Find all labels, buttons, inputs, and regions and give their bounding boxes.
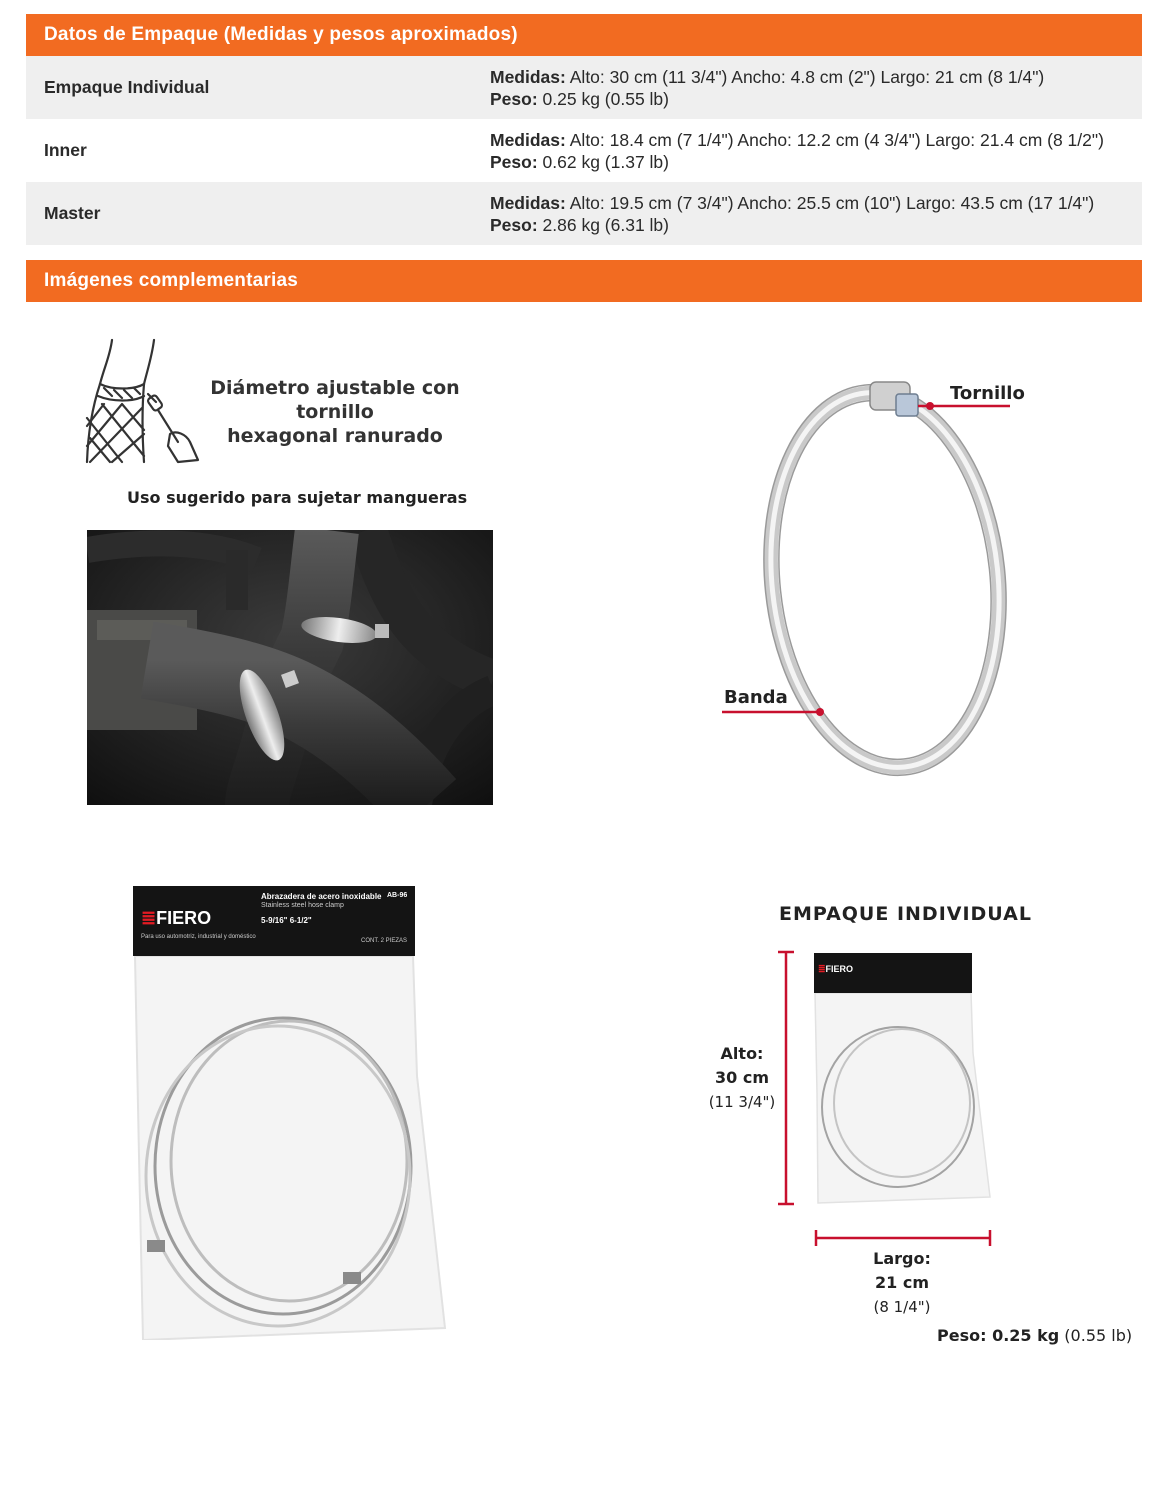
measures-value: Alto: 19.5 cm (7 3/4") Ancho: 25.5 cm (10") Largo: 43.5 cm (17 1/4") [565,192,1095,213]
package-use: Para uso automotriz, industrial y doméstico [141,934,256,940]
package-details [490,129,1142,173]
package-bag [133,956,448,1340]
table-row [26,182,1142,245]
usage-caption: Uso sugerido para sujetar mangueras [127,488,468,507]
weight-label: Peso: [490,214,538,235]
weight-lb: (0.55 lb) [1059,1326,1133,1345]
packaging-section-header: Datos de Empaque (Medidas y pesos aproximados) [26,14,1142,56]
weight-value: 0.25 kg [986,1326,1060,1345]
package-header-card [133,886,415,956]
engine-hose-illustration [87,530,493,805]
height-label: Alto: [720,1044,764,1063]
brand-logo: ≣FIERO [141,908,212,928]
measures-label: Medidas: [490,129,566,150]
measures-value: Alto: 18.4 cm (7 1/4") Ancho: 12.2 cm (4 3/4") Largo: 21.4 cm (8 1/2") [565,129,1104,150]
package-type-label: Empaque Individual [44,77,210,97]
package-details [490,66,1142,110]
weight-value: 2.86 kg (6.31 lb) [537,214,669,235]
brand-name: FIERO [156,908,212,928]
package-type-label: Master [44,203,101,223]
small-brand-logo: ≣FIERO [818,964,854,974]
weight-label: Peso: [937,1326,987,1345]
package-type-label: Inner [44,140,87,160]
package-subtitle: Stainless steel hose clamp [261,902,344,909]
length-value: 21 cm [875,1273,929,1292]
length-dimension [852,1247,952,1319]
measures-value: Alto: 30 cm (11 3/4") Ancho: 4.8 cm (2") Largo: 21 cm (8 1/4") [565,66,1045,87]
images-section-header: Imágenes complementarias [26,260,1142,302]
weight-value: 0.62 kg (1.37 lb) [537,151,669,172]
dimension-lines [770,950,1000,1250]
small-brand-name: FIERO [825,964,854,974]
package-sizes: 5-9/16" 6-1/2" [261,916,312,925]
height-dimension [700,1042,784,1114]
packaging-table [26,56,1142,245]
individual-package-heading: EMPAQUE INDIVIDUAL [779,903,1032,925]
hose-clamp-illustration [720,370,1040,780]
weight-value: 0.25 kg (0.55 lb) [537,88,669,109]
height-value: 30 cm [715,1068,769,1087]
feature-line-2: hexagonal ranurado [227,425,443,447]
table-row [26,56,1142,119]
individual-weight [937,1326,1132,1345]
measures-label: Medidas: [490,66,566,87]
measures-label: Medidas: [490,192,566,213]
feature-title [170,376,500,448]
weight-label: Peso: [490,88,538,109]
feature-line-1: Diámetro ajustable con tornillo [210,377,460,423]
table-row [26,119,1142,182]
weight-label: Peso: [490,151,538,172]
package-details [490,192,1142,236]
band-callout-label: Banda [724,687,788,708]
length-label: Largo: [873,1249,931,1268]
package-title: Abrazadera de acero inoxidable [261,892,382,901]
engine-hose-photo [87,530,493,805]
screw-callout-label: Tornillo [950,383,1025,404]
package-cont: CONT. 2 PIEZAS [361,938,408,944]
height-inches: (11 3/4") [708,1093,776,1111]
package-code: AB-96 [387,892,408,899]
length-inches: (8 1/4") [873,1298,931,1316]
